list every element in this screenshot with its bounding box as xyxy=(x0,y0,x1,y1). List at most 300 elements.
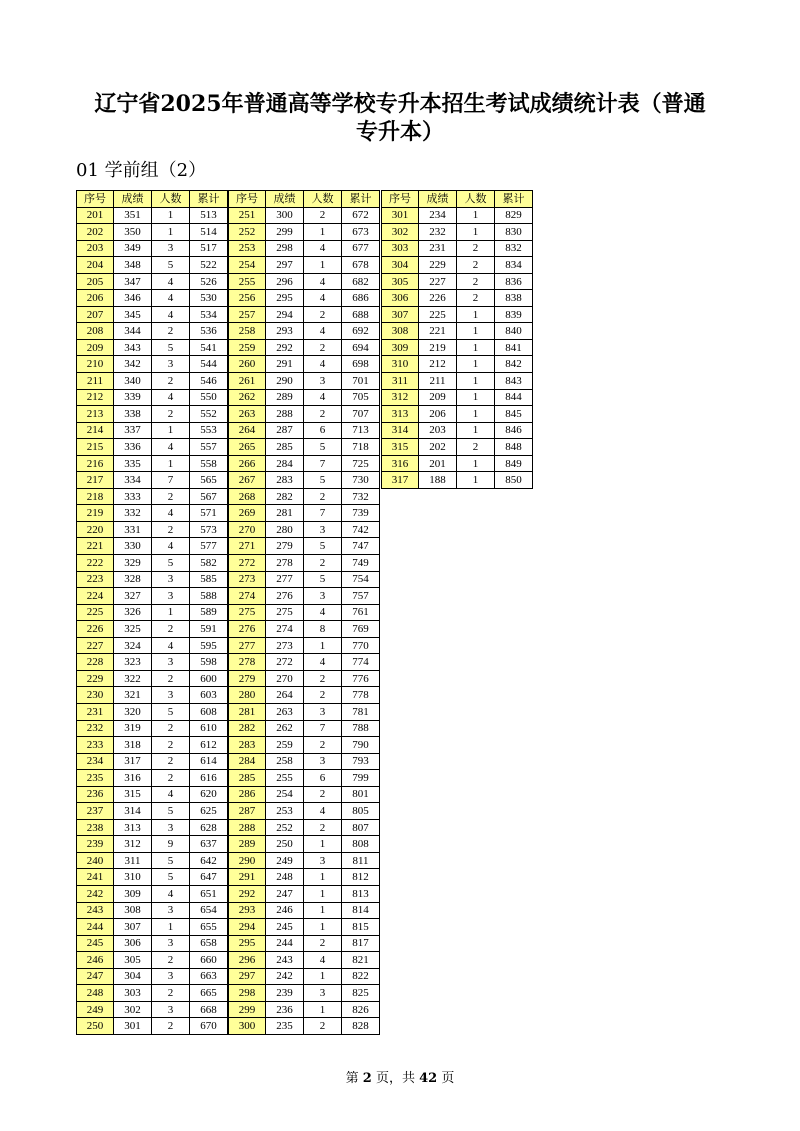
score-table-block-1 xyxy=(76,190,228,1035)
header-cell: 序号 xyxy=(77,191,114,208)
table-cell: 517 xyxy=(190,240,228,257)
table-cell: 311 xyxy=(114,852,152,869)
table-cell: 335 xyxy=(114,455,152,472)
section-subtitle: 01 学前组（2） xyxy=(76,160,207,181)
table-cell: 284 xyxy=(229,753,266,770)
table-cell: 270 xyxy=(229,521,266,538)
table-cell: 3 xyxy=(152,571,190,588)
table-cell: 770 xyxy=(342,637,380,654)
table-cell: 226 xyxy=(419,290,457,307)
table-cell: 2 xyxy=(152,373,190,390)
table-cell: 271 xyxy=(229,538,266,555)
header-cell: 人数 xyxy=(304,191,342,208)
table-cell: 843 xyxy=(495,373,533,390)
table-cell: 304 xyxy=(114,968,152,985)
table-row xyxy=(382,240,533,257)
table-cell: 678 xyxy=(342,257,380,274)
table-cell: 1 xyxy=(304,902,342,919)
table-cell: 801 xyxy=(342,786,380,803)
table-cell: 2 xyxy=(152,323,190,340)
table-cell: 3 xyxy=(304,985,342,1002)
table-cell: 221 xyxy=(419,323,457,340)
table-cell: 577 xyxy=(190,538,228,555)
table-cell: 274 xyxy=(229,588,266,605)
table-cell: 2 xyxy=(304,687,342,704)
table-cell: 4 xyxy=(152,439,190,456)
table-cell: 663 xyxy=(190,968,228,985)
table-cell: 303 xyxy=(382,240,419,257)
table-cell: 1 xyxy=(457,455,495,472)
table-cell: 202 xyxy=(419,439,457,456)
table-cell: 231 xyxy=(419,240,457,257)
table-cell: 754 xyxy=(342,571,380,588)
table-cell: 665 xyxy=(190,985,228,1002)
score-table-block-3 xyxy=(381,190,533,489)
table-row xyxy=(77,703,228,720)
table-row xyxy=(229,621,380,638)
table-cell: 201 xyxy=(419,455,457,472)
table-cell: 299 xyxy=(229,1001,266,1018)
table-cell: 2 xyxy=(304,488,342,505)
table-cell: 291 xyxy=(229,869,266,886)
table-cell: 237 xyxy=(77,803,114,820)
table-cell: 2 xyxy=(152,952,190,969)
table-cell: 277 xyxy=(229,637,266,654)
table-cell: 3 xyxy=(304,852,342,869)
table-cell: 654 xyxy=(190,902,228,919)
table-row xyxy=(77,654,228,671)
table-cell: 279 xyxy=(229,670,266,687)
table-cell: 732 xyxy=(342,488,380,505)
table-row xyxy=(77,339,228,356)
table-cell: 3 xyxy=(152,240,190,257)
table-cell: 694 xyxy=(342,339,380,356)
table-cell: 2 xyxy=(304,819,342,836)
table-cell: 672 xyxy=(342,207,380,224)
table-cell: 229 xyxy=(419,257,457,274)
table-cell: 246 xyxy=(77,952,114,969)
table-cell: 230 xyxy=(77,687,114,704)
table-row xyxy=(77,985,228,1002)
table-cell: 324 xyxy=(114,637,152,654)
table-row xyxy=(77,555,228,572)
table-cell: 294 xyxy=(266,306,304,323)
table-cell: 239 xyxy=(266,985,304,1002)
table-cell: 565 xyxy=(190,472,228,489)
table-cell: 244 xyxy=(266,935,304,952)
table-row xyxy=(77,406,228,423)
table-cell: 591 xyxy=(190,621,228,638)
table-row xyxy=(229,604,380,621)
table-cell: 296 xyxy=(266,273,304,290)
table-cell: 1 xyxy=(152,224,190,241)
table-cell: 582 xyxy=(190,555,228,572)
table-cell: 264 xyxy=(266,687,304,704)
table-row xyxy=(229,803,380,820)
table-cell: 305 xyxy=(114,952,152,969)
table-cell: 229 xyxy=(77,670,114,687)
table-row xyxy=(229,488,380,505)
table-cell: 1 xyxy=(457,224,495,241)
table-cell: 245 xyxy=(266,919,304,936)
table-cell: 2 xyxy=(304,306,342,323)
table-cell: 188 xyxy=(419,472,457,489)
table-row xyxy=(229,703,380,720)
table-cell: 273 xyxy=(229,571,266,588)
table-cell: 233 xyxy=(77,737,114,754)
table-cell: 203 xyxy=(77,240,114,257)
table-cell: 573 xyxy=(190,521,228,538)
table-cell: 7 xyxy=(304,455,342,472)
table-cell: 267 xyxy=(229,472,266,489)
table-row xyxy=(382,472,533,489)
table-cell: 698 xyxy=(342,356,380,373)
table-cell: 614 xyxy=(190,753,228,770)
table-cell: 541 xyxy=(190,339,228,356)
table-cell: 811 xyxy=(342,852,380,869)
table-cell: 340 xyxy=(114,373,152,390)
table-row xyxy=(382,356,533,373)
table-cell: 289 xyxy=(229,836,266,853)
table-cell: 828 xyxy=(342,1018,380,1035)
table-cell: 293 xyxy=(266,323,304,340)
table-cell: 616 xyxy=(190,770,228,787)
table-cell: 280 xyxy=(266,521,304,538)
table-row xyxy=(382,339,533,356)
table-cell: 1 xyxy=(304,257,342,274)
table-cell: 221 xyxy=(77,538,114,555)
table-cell: 3 xyxy=(152,819,190,836)
table-cell: 250 xyxy=(266,836,304,853)
table-cell: 303 xyxy=(114,985,152,1002)
table-cell: 243 xyxy=(266,952,304,969)
table-row xyxy=(77,803,228,820)
table-cell: 826 xyxy=(342,1001,380,1018)
table-cell: 793 xyxy=(342,753,380,770)
table-cell: 207 xyxy=(77,306,114,323)
table-cell: 701 xyxy=(342,373,380,390)
table-cell: 842 xyxy=(495,356,533,373)
header-cell: 人数 xyxy=(152,191,190,208)
table-cell: 276 xyxy=(266,588,304,605)
table-cell: 4 xyxy=(152,505,190,522)
table-cell: 311 xyxy=(382,373,419,390)
table-row xyxy=(229,819,380,836)
table-cell: 673 xyxy=(342,224,380,241)
table-cell: 774 xyxy=(342,654,380,671)
table-row xyxy=(229,1018,380,1035)
table-row xyxy=(77,1001,228,1018)
table-cell: 232 xyxy=(77,720,114,737)
table-cell: 252 xyxy=(266,819,304,836)
table-row xyxy=(77,604,228,621)
table-cell: 285 xyxy=(229,770,266,787)
table-cell: 284 xyxy=(266,455,304,472)
table-cell: 226 xyxy=(77,621,114,638)
table-row xyxy=(229,852,380,869)
table-row xyxy=(229,323,380,340)
table-row xyxy=(77,753,228,770)
table-row xyxy=(382,207,533,224)
table-cell: 4 xyxy=(304,273,342,290)
table-cell: 1 xyxy=(152,422,190,439)
table-row xyxy=(229,1001,380,1018)
table-cell: 309 xyxy=(114,885,152,902)
table-cell: 637 xyxy=(190,836,228,853)
table-cell: 628 xyxy=(190,819,228,836)
table-cell: 211 xyxy=(419,373,457,390)
table-cell: 331 xyxy=(114,521,152,538)
table-cell: 265 xyxy=(229,439,266,456)
header-cell: 累计 xyxy=(495,191,533,208)
table-cell: 310 xyxy=(114,869,152,886)
table-cell: 567 xyxy=(190,488,228,505)
table-cell: 4 xyxy=(304,604,342,621)
table-row xyxy=(77,323,228,340)
table-cell: 4 xyxy=(152,786,190,803)
table-cell: 625 xyxy=(190,803,228,820)
table-row xyxy=(77,902,228,919)
table-cell: 282 xyxy=(229,720,266,737)
table-row xyxy=(229,356,380,373)
table-cell: 297 xyxy=(266,257,304,274)
table-cell: 603 xyxy=(190,687,228,704)
table-row xyxy=(77,422,228,439)
table-row xyxy=(229,869,380,886)
table-row xyxy=(77,637,228,654)
table-cell: 235 xyxy=(266,1018,304,1035)
table-cell: 2 xyxy=(457,273,495,290)
table-cell: 283 xyxy=(229,737,266,754)
header-cell: 累计 xyxy=(342,191,380,208)
table-cell: 241 xyxy=(77,869,114,886)
title-line-2: 专升本） xyxy=(355,119,444,145)
table-cell: 263 xyxy=(266,703,304,720)
table-row xyxy=(77,687,228,704)
table-cell: 1 xyxy=(457,356,495,373)
table-cell: 231 xyxy=(77,703,114,720)
table-cell: 5 xyxy=(152,555,190,572)
table-row xyxy=(382,406,533,423)
table-row xyxy=(77,521,228,538)
table-row xyxy=(382,290,533,307)
table-cell: 244 xyxy=(77,919,114,936)
score-table-block-2 xyxy=(228,190,380,1035)
table-cell: 6 xyxy=(304,422,342,439)
table-row xyxy=(229,786,380,803)
table-cell: 208 xyxy=(77,323,114,340)
table-cell: 841 xyxy=(495,339,533,356)
table-cell: 234 xyxy=(77,753,114,770)
table-cell: 339 xyxy=(114,389,152,406)
table-header-row xyxy=(229,191,380,208)
table-cell: 350 xyxy=(114,224,152,241)
table-row xyxy=(229,753,380,770)
table-cell: 1 xyxy=(152,455,190,472)
table-cell: 285 xyxy=(266,439,304,456)
table-cell: 2 xyxy=(152,488,190,505)
table-row xyxy=(77,488,228,505)
table-cell: 205 xyxy=(77,273,114,290)
table-row xyxy=(77,885,228,902)
table-cell: 799 xyxy=(342,770,380,787)
table-cell: 282 xyxy=(266,488,304,505)
table-cell: 730 xyxy=(342,472,380,489)
table-cell: 2 xyxy=(152,985,190,1002)
table-cell: 747 xyxy=(342,538,380,555)
table-cell: 253 xyxy=(266,803,304,820)
table-cell: 298 xyxy=(229,985,266,1002)
table-cell: 612 xyxy=(190,737,228,754)
table-cell: 1 xyxy=(457,373,495,390)
table-cell: 1 xyxy=(152,919,190,936)
table-cell: 301 xyxy=(114,1018,152,1035)
table-cell: 259 xyxy=(266,737,304,754)
table-cell: 317 xyxy=(114,753,152,770)
table-cell: 838 xyxy=(495,290,533,307)
table-cell: 788 xyxy=(342,720,380,737)
table-cell: 600 xyxy=(190,670,228,687)
table-cell: 553 xyxy=(190,422,228,439)
table-cell: 277 xyxy=(266,571,304,588)
table-cell: 705 xyxy=(342,389,380,406)
table-cell: 530 xyxy=(190,290,228,307)
table-cell: 215 xyxy=(77,439,114,456)
table-cell: 344 xyxy=(114,323,152,340)
table-cell: 225 xyxy=(419,306,457,323)
table-cell: 210 xyxy=(77,356,114,373)
table-cell: 1 xyxy=(457,422,495,439)
footer-middle: 页，共 xyxy=(375,1071,415,1086)
table-cell: 781 xyxy=(342,703,380,720)
table-cell: 254 xyxy=(229,257,266,274)
table-cell: 608 xyxy=(190,703,228,720)
table-cell: 307 xyxy=(114,919,152,936)
table-cell: 4 xyxy=(304,356,342,373)
table-cell: 295 xyxy=(229,935,266,952)
table-cell: 302 xyxy=(114,1001,152,1018)
table-cell: 1 xyxy=(457,406,495,423)
table-cell: 345 xyxy=(114,306,152,323)
table-cell: 571 xyxy=(190,505,228,522)
table-cell: 834 xyxy=(495,257,533,274)
table-cell: 1 xyxy=(457,389,495,406)
table-cell: 272 xyxy=(229,555,266,572)
table-cell: 283 xyxy=(266,472,304,489)
table-cell: 287 xyxy=(229,803,266,820)
table-cell: 306 xyxy=(382,290,419,307)
table-cell: 1 xyxy=(152,207,190,224)
table-cell: 224 xyxy=(77,588,114,605)
table-row xyxy=(229,885,380,902)
table-cell: 846 xyxy=(495,422,533,439)
table-row xyxy=(77,968,228,985)
table-cell: 253 xyxy=(229,240,266,257)
table-row xyxy=(229,952,380,969)
table-row xyxy=(229,555,380,572)
table-cell: 4 xyxy=(304,389,342,406)
table-cell: 312 xyxy=(114,836,152,853)
table-cell: 3 xyxy=(304,588,342,605)
table-cell: 3 xyxy=(152,902,190,919)
table-cell: 317 xyxy=(382,472,419,489)
table-cell: 220 xyxy=(77,521,114,538)
table-cell: 7 xyxy=(304,720,342,737)
table-row xyxy=(77,869,228,886)
table-row xyxy=(77,224,228,241)
table-row xyxy=(382,439,533,456)
table-cell: 248 xyxy=(77,985,114,1002)
table-cell: 330 xyxy=(114,538,152,555)
table-cell: 236 xyxy=(266,1001,304,1018)
table-cell: 2 xyxy=(152,406,190,423)
table-cell: 203 xyxy=(419,422,457,439)
table-cell: 589 xyxy=(190,604,228,621)
table-cell: 4 xyxy=(304,952,342,969)
table-cell: 206 xyxy=(77,290,114,307)
table-cell: 2 xyxy=(457,439,495,456)
table-cell: 815 xyxy=(342,919,380,936)
table-row xyxy=(229,670,380,687)
table-cell: 295 xyxy=(266,290,304,307)
table-cell: 336 xyxy=(114,439,152,456)
table-cell: 258 xyxy=(266,753,304,770)
table-row xyxy=(77,1018,228,1035)
table-cell: 262 xyxy=(229,389,266,406)
table-cell: 252 xyxy=(229,224,266,241)
table-cell: 315 xyxy=(114,786,152,803)
table-row xyxy=(77,720,228,737)
table-row xyxy=(382,257,533,274)
table-cell: 1 xyxy=(304,637,342,654)
table-row xyxy=(229,720,380,737)
table-cell: 713 xyxy=(342,422,380,439)
footer-total-pages: 42 xyxy=(419,1071,438,1086)
table-cell: 286 xyxy=(229,786,266,803)
table-row xyxy=(229,439,380,456)
table-cell: 544 xyxy=(190,356,228,373)
table-cell: 223 xyxy=(77,571,114,588)
title-line-1: 辽宁省2025年普通高等学校专升本招生考试成绩统计表（普通 xyxy=(94,91,706,117)
table-row xyxy=(229,968,380,985)
table-cell: 5 xyxy=(152,339,190,356)
table-cell: 585 xyxy=(190,571,228,588)
table-cell: 308 xyxy=(382,323,419,340)
table-cell: 242 xyxy=(77,885,114,902)
table-cell: 749 xyxy=(342,555,380,572)
table-cell: 206 xyxy=(419,406,457,423)
table-cell: 305 xyxy=(382,273,419,290)
table-row xyxy=(77,373,228,390)
table-row xyxy=(77,952,228,969)
table-cell: 216 xyxy=(77,455,114,472)
table-row xyxy=(77,836,228,853)
table-row xyxy=(229,919,380,936)
table-cell: 248 xyxy=(266,869,304,886)
table-cell: 5 xyxy=(304,439,342,456)
table-cell: 522 xyxy=(190,257,228,274)
table-cell: 552 xyxy=(190,406,228,423)
table-cell: 312 xyxy=(382,389,419,406)
table-cell: 1 xyxy=(304,885,342,902)
table-row xyxy=(229,571,380,588)
table-cell: 4 xyxy=(304,323,342,340)
table-row xyxy=(77,389,228,406)
table-cell: 4 xyxy=(152,290,190,307)
table-cell: 778 xyxy=(342,687,380,704)
table-row xyxy=(382,224,533,241)
table-cell: 814 xyxy=(342,902,380,919)
